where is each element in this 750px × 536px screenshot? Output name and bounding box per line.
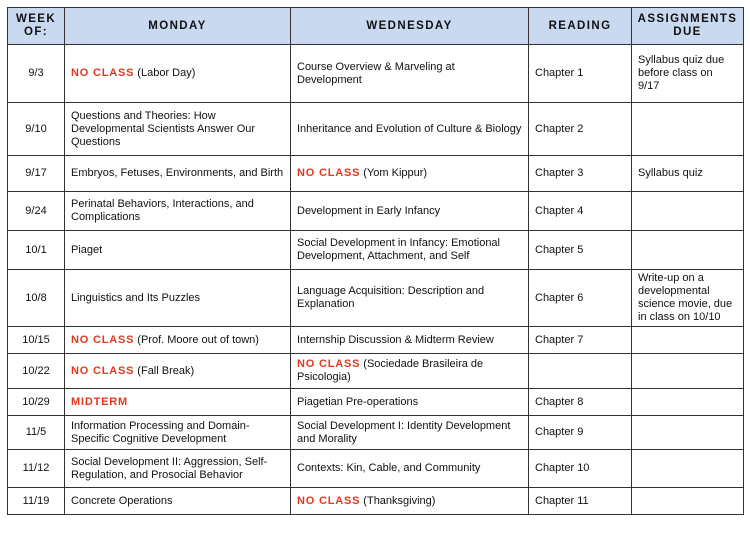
assignment-due-cell bbox=[632, 354, 744, 389]
monday-topic: Questions and Theories: How Developmental Scientists Answer Our Questions bbox=[71, 109, 256, 148]
wednesday-topic: Internship Discussion & Midterm Review bbox=[297, 333, 494, 346]
reading-cell: Chapter 7 bbox=[529, 327, 632, 354]
monday-cell bbox=[65, 45, 291, 103]
wednesday-cell bbox=[291, 156, 529, 192]
monday-topic: Concrete Operations bbox=[71, 494, 173, 507]
wednesday-topic: Piagetian Pre-operations bbox=[297, 395, 419, 408]
header-row bbox=[8, 8, 744, 45]
wednesday-topic: (Sociedade Brasileira de Psicologia) bbox=[297, 358, 484, 383]
wednesday-topic: Social Development I: Identity Development and Morality bbox=[297, 419, 511, 445]
reading-cell: Chapter 4 bbox=[529, 192, 632, 231]
assignment-due-cell: Syllabus quiz bbox=[632, 156, 744, 192]
table-row bbox=[8, 450, 744, 488]
status-flag: NO CLASS bbox=[71, 67, 135, 79]
monday-topic: Perinatal Behaviors, Interactions, and Complications bbox=[71, 198, 254, 223]
reading-cell: Chapter 2 bbox=[529, 103, 632, 156]
monday-cell bbox=[65, 103, 291, 156]
wednesday-cell bbox=[291, 231, 529, 270]
assignment-due-cell bbox=[632, 450, 744, 488]
table-row bbox=[8, 45, 744, 103]
reading-cell: Chapter 1 bbox=[529, 45, 632, 103]
monday-header: MONDAY bbox=[65, 8, 291, 45]
wednesday-cell bbox=[291, 354, 529, 389]
week-cell: 9/24 bbox=[8, 192, 65, 231]
wednesday-topic: Inheritance and Evolution of Culture & Biology bbox=[297, 122, 522, 135]
monday-cell bbox=[65, 450, 291, 488]
table-row bbox=[8, 270, 744, 327]
monday-topic: (Fall Break) bbox=[134, 364, 195, 377]
table-row bbox=[8, 156, 744, 192]
wednesday-cell bbox=[291, 450, 529, 488]
status-flag: MIDTERM bbox=[71, 395, 128, 408]
monday-topic: Piaget bbox=[71, 243, 103, 256]
week-header: WEEK OF: bbox=[8, 8, 65, 45]
wednesday-cell bbox=[291, 389, 529, 416]
week-cell: 10/22 bbox=[8, 354, 65, 389]
monday-cell bbox=[65, 192, 291, 231]
wednesday-cell bbox=[291, 416, 529, 450]
wednesday-topic: Course Overview & Marveling at Development bbox=[297, 60, 455, 86]
assignment-due-cell bbox=[632, 327, 744, 354]
status-flag: NO CLASS bbox=[297, 494, 361, 507]
reading-cell: Chapter 3 bbox=[529, 156, 632, 192]
wednesday-topic: (Thanksgiving) bbox=[360, 494, 436, 507]
table-row bbox=[8, 389, 744, 416]
status-flag: NO CLASS bbox=[297, 358, 361, 370]
assignment-due-cell bbox=[632, 231, 744, 270]
table-row bbox=[8, 354, 744, 389]
wednesday-cell bbox=[291, 270, 529, 327]
reading-cell: Chapter 5 bbox=[529, 231, 632, 270]
reading-header: READING bbox=[529, 8, 632, 45]
week-cell: 10/15 bbox=[8, 327, 65, 354]
week-cell: 9/3 bbox=[8, 45, 65, 103]
monday-topic: Linguistics and Its Puzzles bbox=[71, 291, 201, 304]
assignment-due-cell bbox=[632, 103, 744, 156]
wednesday-cell bbox=[291, 103, 529, 156]
week-cell: 10/1 bbox=[8, 231, 65, 270]
wednesday-topic: Development in Early Infancy bbox=[297, 204, 441, 217]
monday-topic: Information Processing and Domain-Specific Cognitive Development bbox=[71, 419, 250, 445]
status-flag: NO CLASS bbox=[71, 333, 135, 346]
assignment-due-cell bbox=[632, 192, 744, 231]
reading-cell: Chapter 9 bbox=[529, 416, 632, 450]
assignment-due-cell bbox=[632, 488, 744, 515]
wednesday-cell bbox=[291, 192, 529, 231]
monday-topic: (Labor Day) bbox=[134, 67, 196, 79]
week-cell: 11/12 bbox=[8, 450, 65, 488]
table-row bbox=[8, 231, 744, 270]
reading-cell: Chapter 10 bbox=[529, 450, 632, 488]
monday-cell bbox=[65, 416, 291, 450]
wednesday-topic: Contexts: Kin, Cable, and Community bbox=[297, 462, 481, 474]
assignment-due-cell bbox=[632, 416, 744, 450]
monday-cell bbox=[65, 354, 291, 389]
week-cell: 9/10 bbox=[8, 103, 65, 156]
week-cell: 10/29 bbox=[8, 389, 65, 416]
reading-cell bbox=[529, 354, 632, 389]
monday-topic: Social Development II: Aggression, Self-Regulation, and Prosocial Behavior bbox=[71, 455, 268, 481]
wednesday-cell bbox=[291, 488, 529, 515]
reading-cell: Chapter 11 bbox=[529, 488, 632, 515]
status-flag: NO CLASS bbox=[297, 167, 361, 179]
wednesday-topic: Language Acquisition: Description and Explanation bbox=[297, 285, 485, 310]
assignment-due-cell: Syllabus quiz due before class on 9/17 bbox=[632, 45, 744, 103]
monday-topic: Embryos, Fetuses, Environments, and Birth bbox=[71, 167, 284, 179]
week-cell: 11/5 bbox=[8, 416, 65, 450]
monday-cell bbox=[65, 156, 291, 192]
table-row bbox=[8, 416, 744, 450]
reading-cell: Chapter 6 bbox=[529, 270, 632, 327]
monday-cell bbox=[65, 270, 291, 327]
assignment-due-cell: Write-up on a developmental science movie, due in class on 10/10 bbox=[632, 270, 744, 327]
monday-cell bbox=[65, 488, 291, 515]
table-row bbox=[8, 327, 744, 354]
monday-cell bbox=[65, 389, 291, 416]
wednesday-header: WEDNESDAY bbox=[291, 8, 529, 45]
wednesday-topic: Social Development in Infancy: Emotional Development, Attachment, and Self bbox=[297, 237, 500, 262]
table-row bbox=[8, 192, 744, 231]
week-cell: 11/19 bbox=[8, 488, 65, 515]
monday-cell bbox=[65, 231, 291, 270]
monday-topic: (Prof. Moore out of town) bbox=[134, 333, 259, 346]
wednesday-topic: (Yom Kippur) bbox=[360, 167, 428, 179]
wednesday-cell bbox=[291, 327, 529, 354]
assignment-due-cell bbox=[632, 389, 744, 416]
schedule-table bbox=[7, 7, 744, 515]
status-flag: NO CLASS bbox=[71, 364, 135, 377]
reading-cell: Chapter 8 bbox=[529, 389, 632, 416]
week-cell: 9/17 bbox=[8, 156, 65, 192]
week-cell: 10/8 bbox=[8, 270, 65, 327]
assignments-header: ASSIGNMENTS DUE bbox=[632, 8, 744, 45]
table-row bbox=[8, 488, 744, 515]
monday-cell bbox=[65, 327, 291, 354]
wednesday-cell bbox=[291, 45, 529, 103]
table-row bbox=[8, 103, 744, 156]
